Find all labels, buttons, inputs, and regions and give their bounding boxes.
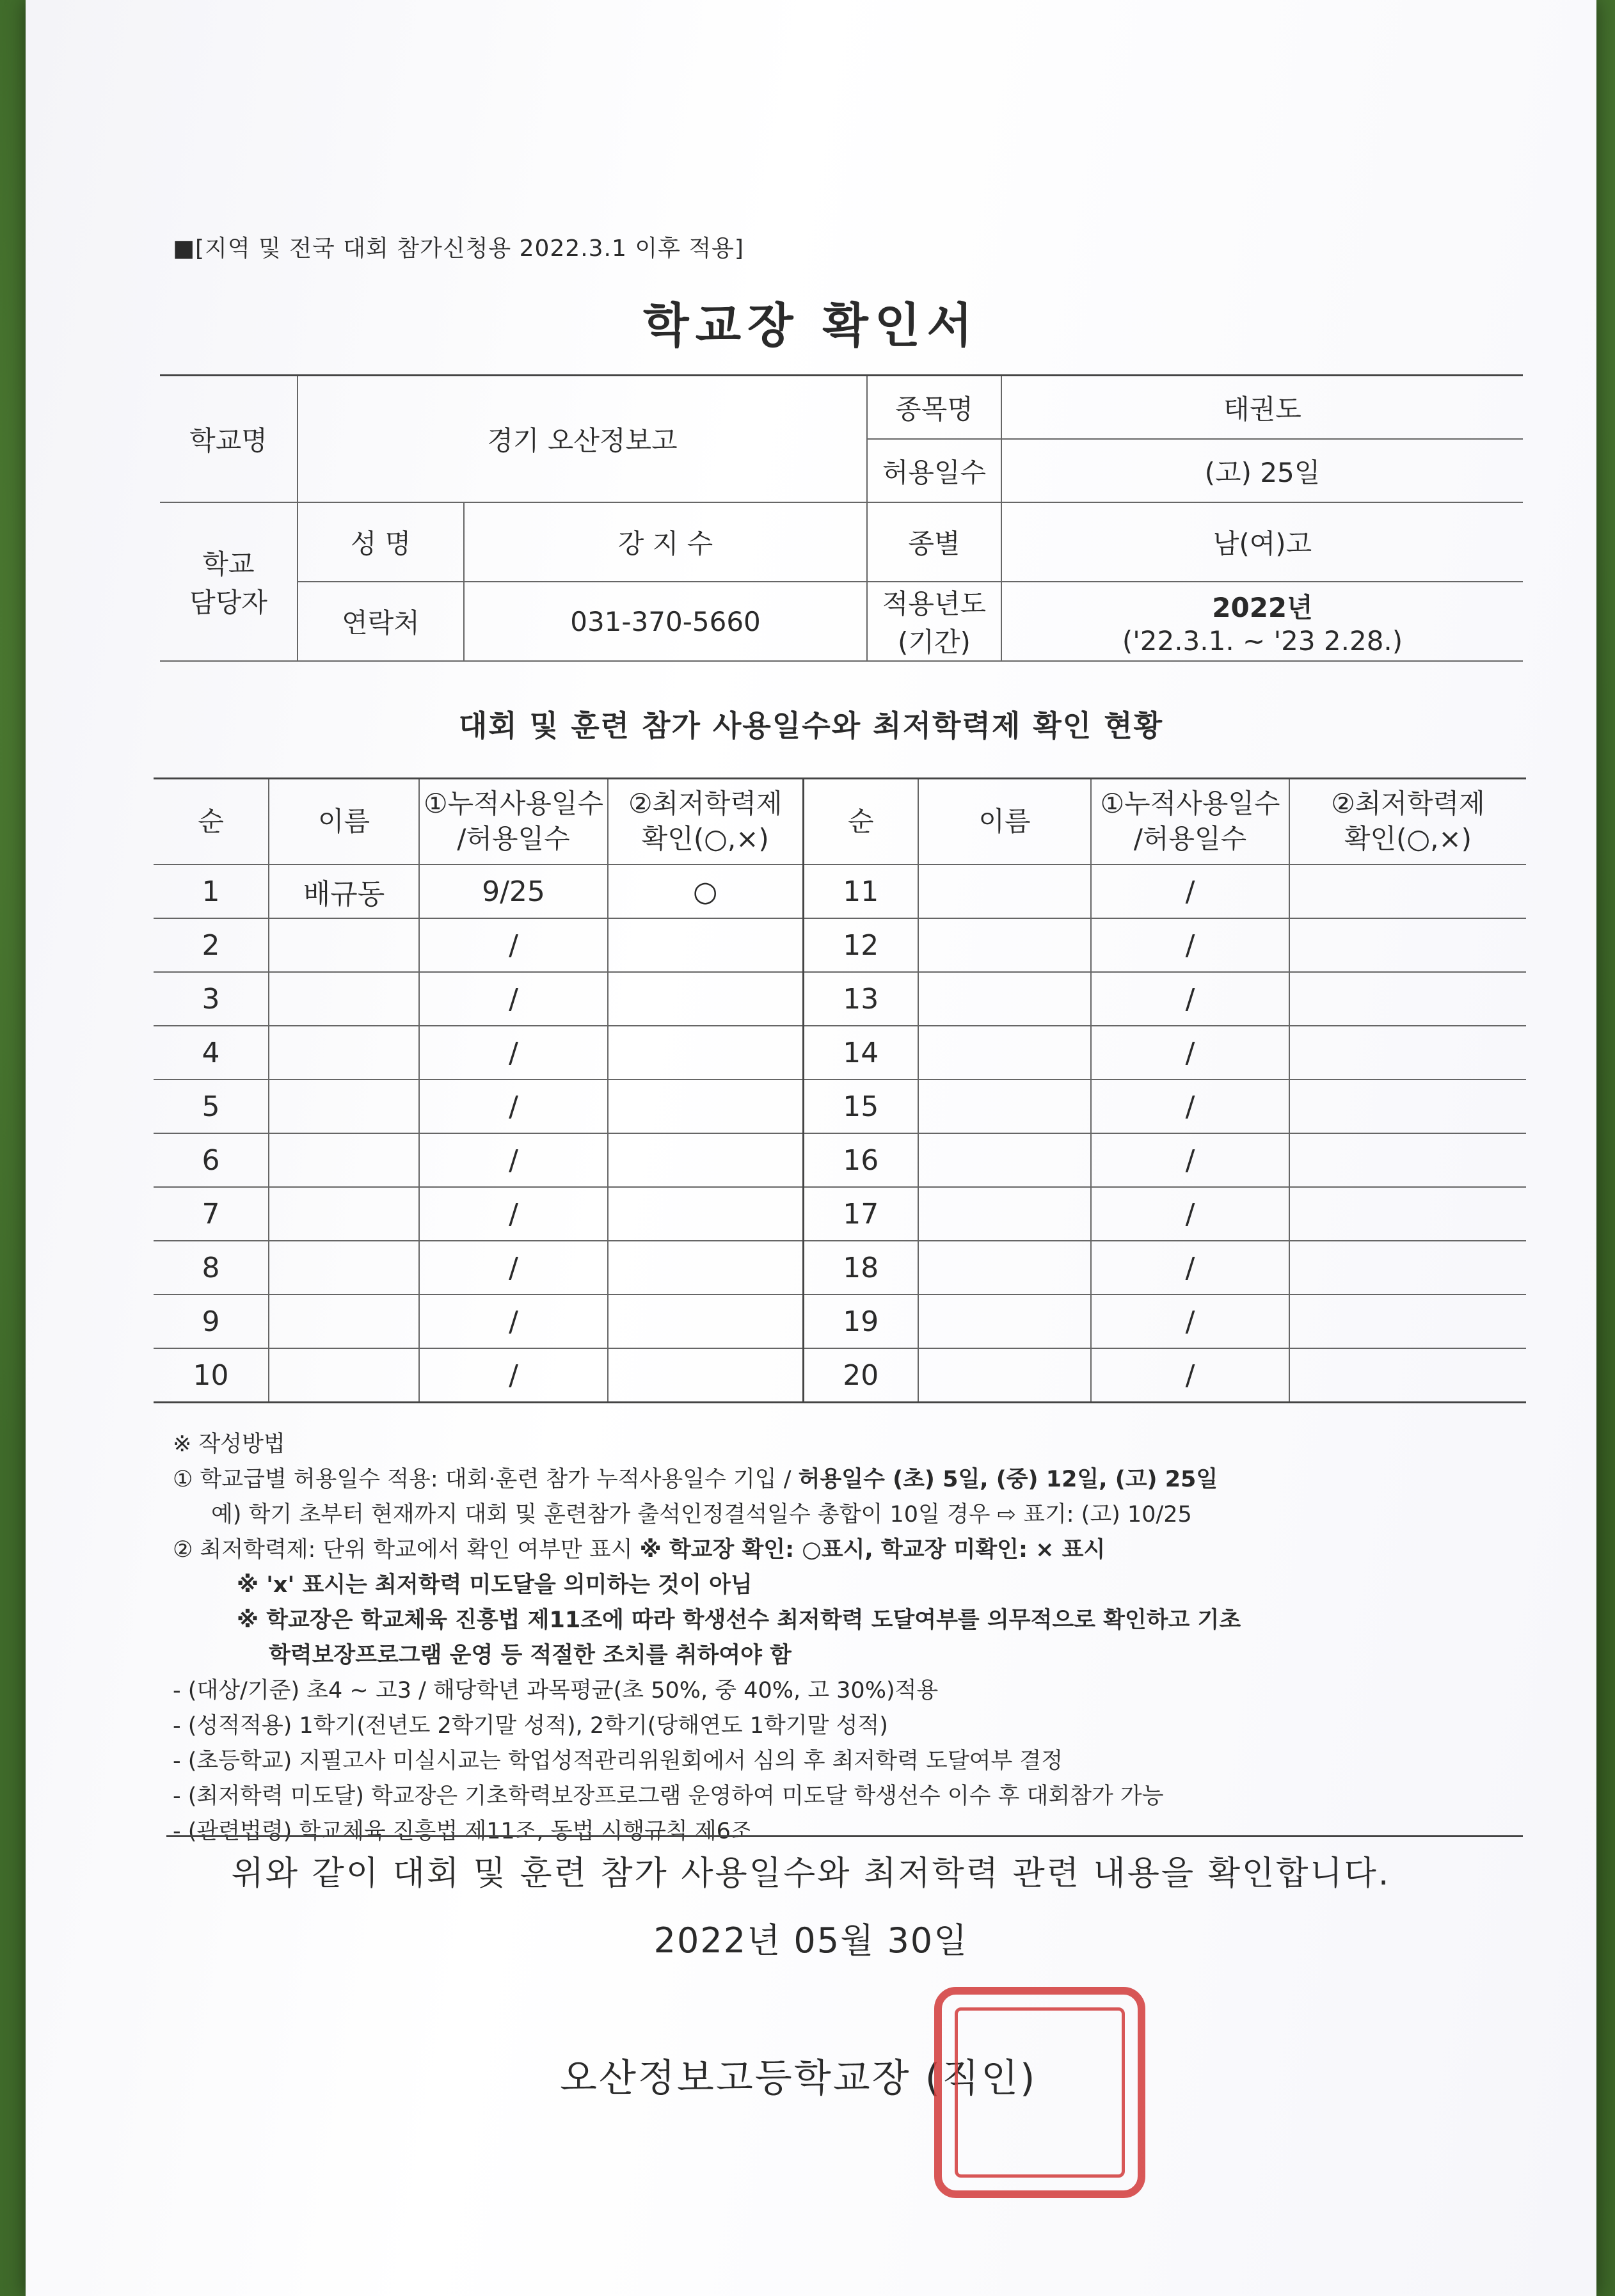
table-row <box>154 1080 1526 1133</box>
row-name <box>269 972 419 1026</box>
school-value: 경기 오산정보고 <box>298 376 867 503</box>
row-check <box>1289 1348 1526 1403</box>
row-days: / <box>1091 1026 1289 1080</box>
row-number: 7 <box>154 1187 269 1241</box>
row-name <box>918 1241 1091 1295</box>
row-number: 2 <box>154 918 269 972</box>
row-check <box>608 918 803 972</box>
row-name <box>918 1080 1091 1133</box>
row-check <box>1289 1241 1526 1295</box>
row-check <box>1289 1187 1526 1241</box>
row-number: 6 <box>154 1133 269 1187</box>
row-check <box>1289 1080 1526 1133</box>
sport-value: 태권도 <box>1001 376 1523 440</box>
row-number: 10 <box>154 1348 269 1403</box>
method-line: - (대상/기준) 초4 ~ 고3 / 해당학년 과목평균(초 50%, 중 40%, 고 30%)적용 <box>173 1678 939 1703</box>
status-rows <box>154 865 1526 1403</box>
header-check: ②최저학력제 확인(○,×) <box>608 779 803 865</box>
row-check <box>608 1080 803 1133</box>
row-days: / <box>419 918 608 972</box>
table-row <box>154 918 1526 972</box>
issue-date: 2022년 05월 30일 <box>653 1920 969 1961</box>
header-no: 순 <box>803 779 918 865</box>
row-number: 3 <box>154 972 269 1026</box>
row-number: 4 <box>154 1026 269 1080</box>
method-heading: ※ 작성방법 <box>173 1431 285 1457</box>
row-days: / <box>1091 972 1289 1026</box>
method-line: - (초등학교) 지필고사 미실시교는 학업성적관리위원회에서 심의 후 최저학력 도달여부 결정 <box>173 1748 1063 1774</box>
row-name <box>918 972 1091 1026</box>
info-table <box>160 374 1523 662</box>
row-number: 5 <box>154 1080 269 1133</box>
allowed-days-value: (고) 25일 <box>1001 439 1523 502</box>
row-check <box>608 1295 803 1348</box>
row-number: 8 <box>154 1241 269 1295</box>
application-note: ■[지역 및 전국 대회 참가신청용 2022.3.1 이후 적용] <box>173 235 744 262</box>
row-days: / <box>1091 1187 1289 1241</box>
method-text: ① 학교급별 허용일수 적용: 대회·훈련 참가 누적사용일수 기입 / <box>173 1467 799 1492</box>
year-value: 2022년 <box>1212 591 1313 623</box>
row-name <box>918 865 1091 918</box>
row-check <box>1289 972 1526 1026</box>
gender-value: 남(여)고 <box>1001 502 1523 582</box>
divider <box>166 1835 1523 1837</box>
row-days: / <box>419 1026 608 1080</box>
row-name: 배규동 <box>269 865 419 918</box>
method-line: - (관련법령) 학교체육 진흥법 제11조, 동법 시행규칙 제6조 <box>173 1819 752 1844</box>
status-table <box>154 777 1526 1403</box>
row-days: / <box>1091 1348 1289 1403</box>
row-number: 14 <box>803 1026 918 1080</box>
row-name <box>269 1187 419 1241</box>
writing-method <box>173 1427 1548 1849</box>
row-check <box>608 1026 803 1080</box>
header-no: 순 <box>154 779 269 865</box>
method-line: ※ 학교장은 학교체육 진흥법 제11조에 따라 학생선수 최저학력 도달여부를 의무적으로 확인하고 기초 <box>237 1607 1241 1633</box>
row-days: / <box>1091 1133 1289 1187</box>
row-days: / <box>419 972 608 1026</box>
table-row <box>154 1133 1526 1187</box>
row-days: / <box>1091 865 1289 918</box>
document-page <box>26 0 1596 2296</box>
document-title: 학교장 확인서 <box>643 298 979 353</box>
row-days: / <box>419 1133 608 1187</box>
header-days: ①누적사용일수 /허용일수 <box>419 779 608 865</box>
method-line: 학력보장프로그램 운영 등 적절한 조치를 취하여야 함 <box>269 1643 792 1668</box>
row-days: / <box>419 1080 608 1133</box>
allowed-days-label: 허용일수 <box>867 439 1001 502</box>
header-name: 이름 <box>269 779 419 865</box>
table-row <box>154 1348 1526 1403</box>
method-text: 허용일수 (초) 5일, (중) 12일, (고) 25일 <box>798 1467 1218 1492</box>
row-days: / <box>419 1348 608 1403</box>
method-text: ※ 학교장 확인: ○표시, 학교장 미확인: × 표시 <box>639 1537 1106 1563</box>
row-name <box>918 1348 1091 1403</box>
year-cell <box>1001 582 1523 661</box>
school-label: 학교명 <box>160 376 298 503</box>
method-line: - (최저학력 미도달) 학교장은 기초학력보장프로그램 운영하여 미도달 학생선수 이수 후 대회참가 가능 <box>173 1783 1164 1809</box>
row-number: 19 <box>803 1295 918 1348</box>
method-line <box>173 1533 1548 1568</box>
table-row <box>154 1187 1526 1241</box>
seal-inner-border <box>955 2007 1125 2178</box>
confirmation-statement: 위와 같이 대회 및 훈련 참가 사용일수와 최저학력 관련 내용을 확인합니다. <box>231 1854 1391 1893</box>
row-number: 18 <box>803 1241 918 1295</box>
row-check <box>1289 865 1526 918</box>
table-row <box>154 1026 1526 1080</box>
gender-label: 종별 <box>867 502 1001 582</box>
method-line <box>173 1462 1548 1497</box>
row-name <box>918 1026 1091 1080</box>
header-check: ②최저학력제 확인(○,×) <box>1289 779 1526 865</box>
method-line: ※ 'x' 표시는 최저학력 미도달을 의미하는 것이 아님 <box>237 1572 752 1598</box>
row-name <box>269 1080 419 1133</box>
row-name <box>269 1241 419 1295</box>
row-days: / <box>1091 918 1289 972</box>
row-name <box>269 1133 419 1187</box>
method-text: ② 최저학력제: 단위 학교에서 확인 여부만 표시 <box>173 1537 640 1563</box>
row-number: 12 <box>803 918 918 972</box>
row-check <box>608 1187 803 1241</box>
row-days: / <box>419 1295 608 1348</box>
row-name <box>269 918 419 972</box>
year-label: 적용년도 (기간) <box>867 582 1001 661</box>
contact-label: 연락처 <box>298 582 464 661</box>
header-name: 이름 <box>918 779 1091 865</box>
name-label: 성 명 <box>298 502 464 582</box>
row-check <box>608 1348 803 1403</box>
row-number: 15 <box>803 1080 918 1133</box>
manager-label: 학교 담당자 <box>160 502 298 661</box>
header-days: ①누적사용일수 /허용일수 <box>1091 779 1289 865</box>
row-check <box>608 972 803 1026</box>
table-row <box>154 972 1526 1026</box>
row-number: 1 <box>154 865 269 918</box>
row-days: / <box>1091 1241 1289 1295</box>
contact-value: 031-370-5660 <box>464 582 867 661</box>
row-days: / <box>1091 1295 1289 1348</box>
row-number: 20 <box>803 1348 918 1403</box>
table-row <box>154 1295 1526 1348</box>
row-number: 17 <box>803 1187 918 1241</box>
principal-name: 오산정보고등학교장 (직인) <box>560 2056 1037 2101</box>
row-number: 9 <box>154 1295 269 1348</box>
row-name <box>269 1295 419 1348</box>
row-number: 13 <box>803 972 918 1026</box>
row-name <box>918 1133 1091 1187</box>
row-number: 11 <box>803 865 918 918</box>
row-check <box>608 1241 803 1295</box>
row-check: ○ <box>608 865 803 918</box>
method-line: 예) 학기 초부터 현재까지 대회 및 훈련참가 출석인정결석일수 총합이 10일 경우 ⇨ 표기: (고) 10/25 <box>211 1502 1192 1527</box>
row-days: / <box>419 1241 608 1295</box>
sport-label: 종목명 <box>867 376 1001 440</box>
row-number: 16 <box>803 1133 918 1187</box>
row-check <box>1289 1133 1526 1187</box>
row-check <box>1289 1026 1526 1080</box>
period-value: ('22.3.1. ~ '23 2.28.) <box>1122 625 1403 657</box>
method-line: - (성적적용) 1학기(전년도 2학기말 성적), 2학기(당해연도 1학기말 성적) <box>173 1713 888 1739</box>
row-check <box>608 1133 803 1187</box>
row-days: / <box>419 1187 608 1241</box>
row-check <box>1289 918 1526 972</box>
name-value: 강 지 수 <box>464 502 867 582</box>
table-row <box>154 1241 1526 1295</box>
row-name <box>918 918 1091 972</box>
row-check <box>1289 1295 1526 1348</box>
row-name <box>918 1187 1091 1241</box>
row-days: 9/25 <box>419 865 608 918</box>
status-title: 대회 및 훈련 참가 사용일수와 최저학력제 확인 현황 <box>458 708 1164 743</box>
row-name <box>269 1348 419 1403</box>
row-name <box>269 1026 419 1080</box>
official-seal <box>934 1987 1145 2198</box>
row-days: / <box>1091 1080 1289 1133</box>
table-row <box>154 865 1526 918</box>
row-name <box>918 1295 1091 1348</box>
